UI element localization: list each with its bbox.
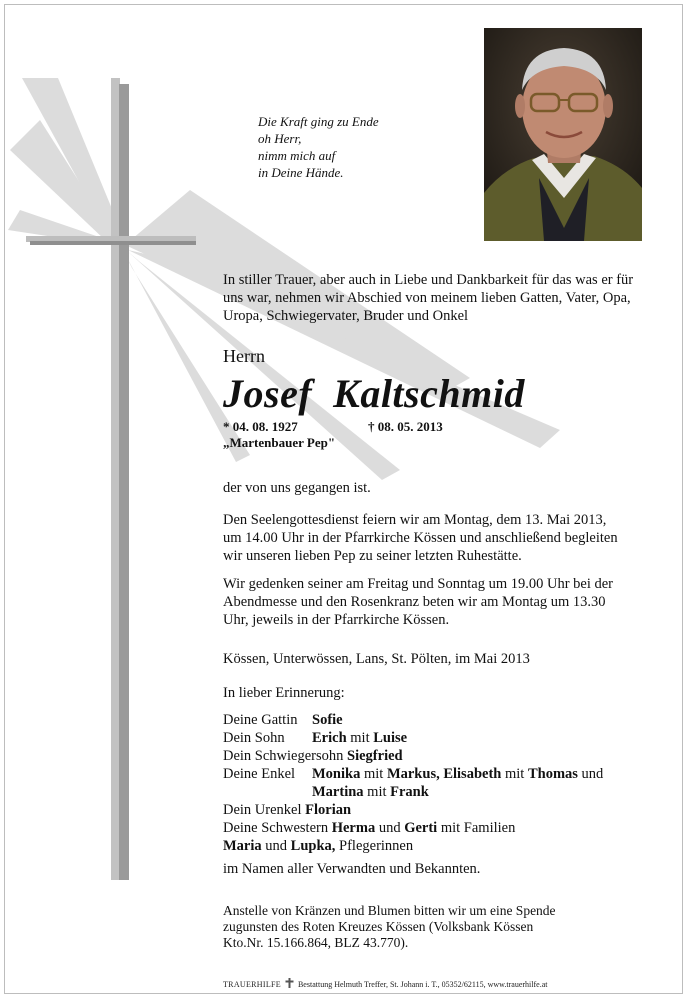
funeral-service-text: Den Seelengottesdienst feiern wir am Montag, dem 13. Mai 2013, um 14.00 Uhr in der Pfarrkirche Kössen und anschließend begleiten wir unseren lieben Pep zu seiner letzten Ruhestätte.: [223, 512, 618, 564]
death-date: † 08. 05. 2013: [368, 419, 443, 434]
places-date-text: Kössen, Unterwössen, Lans, St. Pölten, im Mai 2013: [223, 651, 530, 667]
family-row-grandchildren-cont: Martina mit Frank: [312, 784, 429, 800]
footer-text: Bestattung Helmuth Treffer, St. Johann i. T., 05352/62115, www.trauerhilfe.at: [297, 980, 548, 989]
deceased-name: Josef Kaltschmid: [223, 371, 525, 416]
nickname: „Martenbauer Pep": [223, 435, 336, 450]
cross-logo-icon: [285, 978, 294, 988]
portrait-photo: [484, 28, 642, 241]
family-row-son: Dein Sohn Erich mit Luise: [223, 730, 408, 746]
closing-text: im Namen aller Verwandten und Bekannten.: [223, 861, 481, 877]
remembrance-heading: In lieber Erinnerung:: [223, 685, 345, 701]
passed-away-text: der von uns gegangen ist.: [223, 480, 371, 496]
footer-brand: TRAUERHILFE: [223, 980, 281, 989]
donation-text: Anstelle von Kränzen und Blumen bitten wir um eine Spende zugunsten des Roten Kreuzes Kössen (Volksbank Kössen Kto.Nr. 15.166.864, BLZ 43.770).: [223, 903, 556, 950]
family-row-grandchildren: Deine Enkel Monika mit Markus, Elisabeth mit Thomas und: [223, 766, 604, 782]
verse: Die Kraft ging zu Ende oh Herr, nimm mich auf in Deine Hände.: [258, 114, 379, 180]
footer: [223, 978, 547, 989]
birth-date: * 04. 08. 1927: [223, 419, 298, 434]
memorial-mass-text: Wir gedenken seiner am Freitag und Sonntag um 19.00 Uhr bei der Abendmesse und den Rosenkranz beten wir am Montag um 13.30 Uhr, jeweils in der Pfarrkirche Kössen.: [223, 576, 614, 628]
family-row-wife: Deine Gattin Sofie: [223, 712, 343, 728]
intro-text: In stiller Trauer, aber auch in Liebe und Dankbarkeit für das was er für uns war, nehmen wir Abschied von meinem lieben Gatten, Vater, Opa, Uropa, Schwiegervater, Bruder und Onkel: [223, 272, 634, 324]
family-row-sisters: Deine Schwestern Herma und Gerti mit Familien: [223, 820, 516, 836]
salutation: Herrn: [223, 346, 265, 366]
family-row-great-grandchild: Dein Urenkel Florian: [223, 802, 352, 818]
family-row-caregivers: Maria und Lupka, Pflegerinnen: [223, 838, 414, 854]
life-dates: [223, 419, 443, 435]
family-list: [223, 711, 604, 855]
family-row-son-in-law: Dein Schwiegersohn Siegfried: [223, 748, 403, 764]
